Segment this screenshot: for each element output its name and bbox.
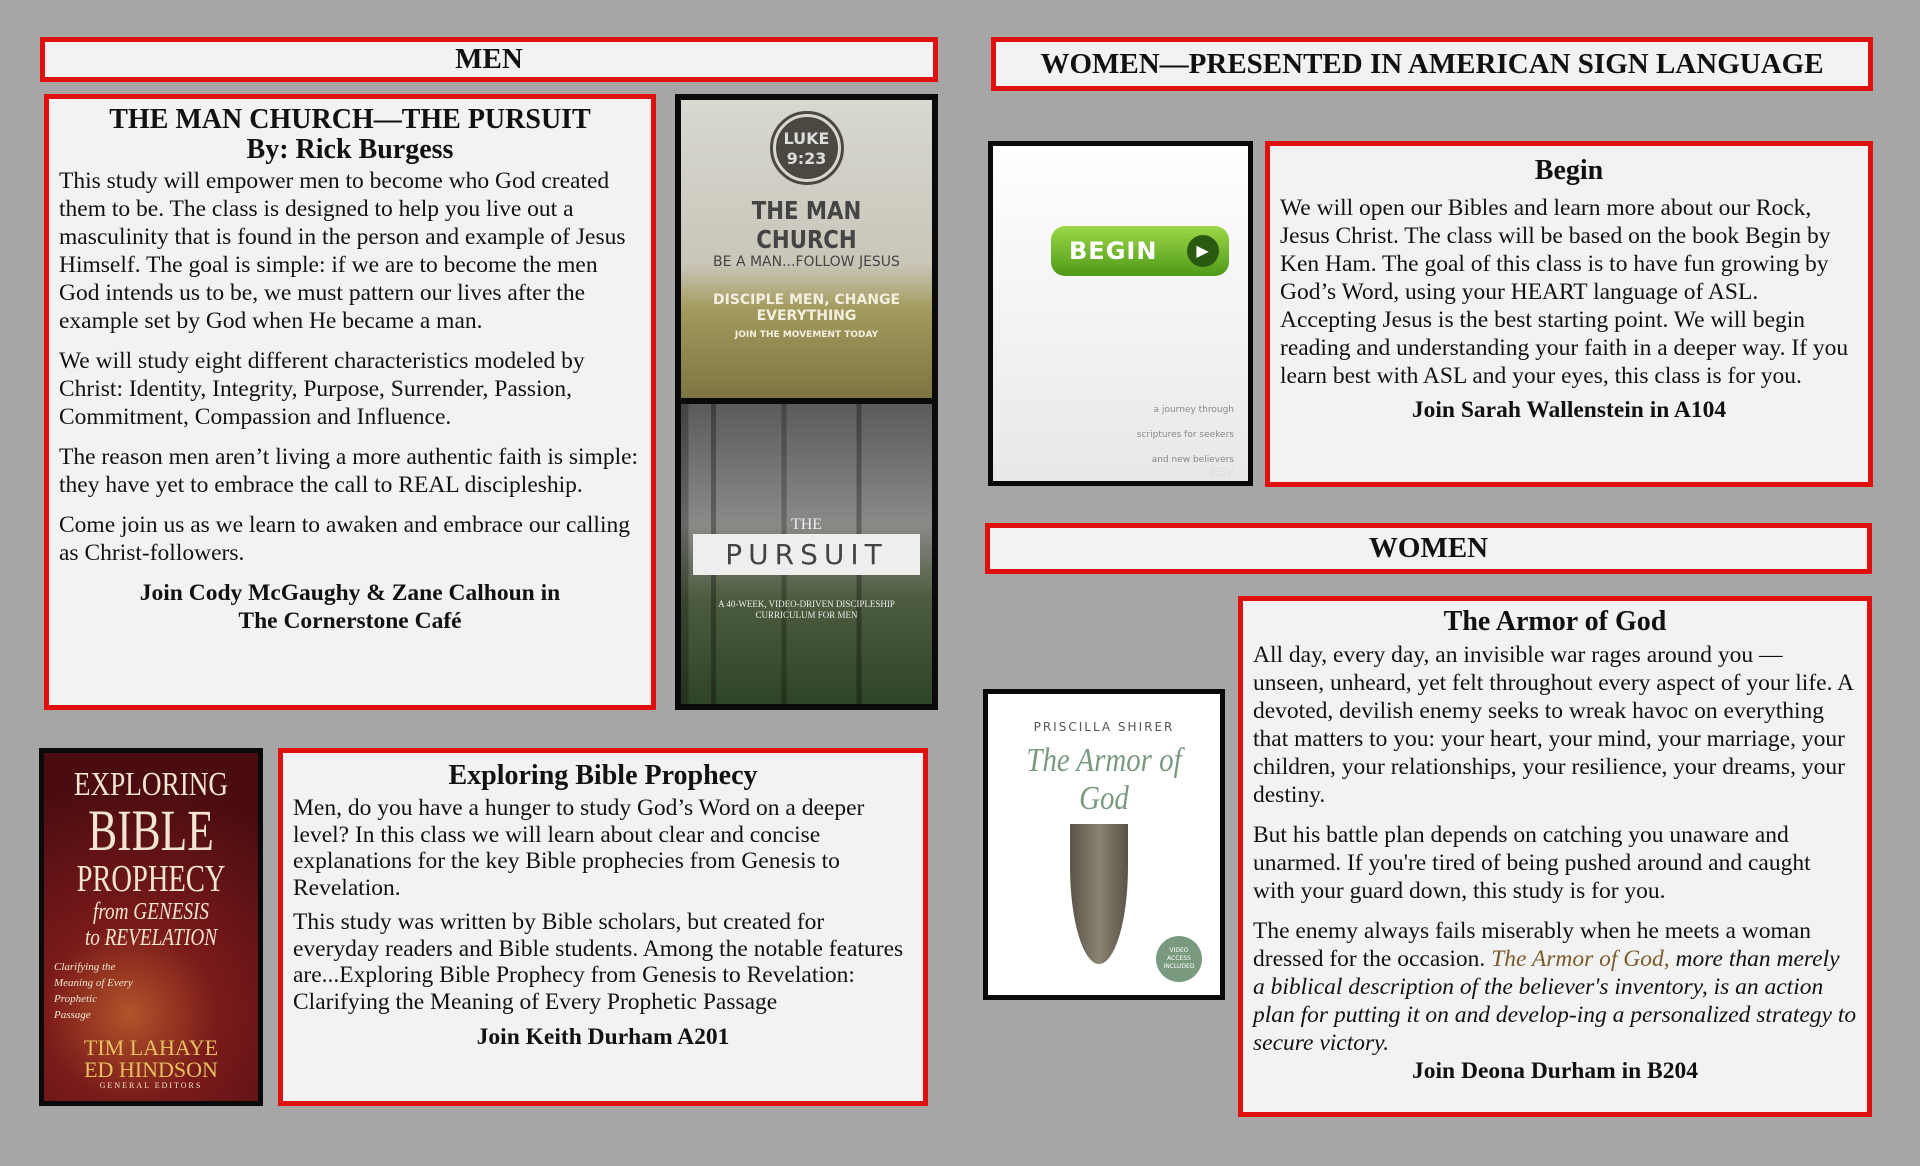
cover-line: to REVELATION: [84, 925, 218, 951]
cover-subtitle: Clarifying the Meaning of Every Prophetic Passage: [54, 961, 133, 1021]
begin-button-graphic: BEGIN ▶: [1051, 226, 1229, 276]
man-church-panel: [44, 94, 656, 710]
paragraph: But his battle plan depends on catching you unaware and unarmed. If you're tired of being pushed around and caught with your guard down, this study is for you.: [1253, 822, 1811, 904]
paragraph: This study will empower men to become who God created them to be. The class is designed to help you live out a masculinity that is found in the person and example of Jesus Himself. The goal is simple: if we are to become the men God intends us to be, we must pattern our lives after the example set by God when He became a man.: [59, 168, 626, 334]
begin-panel: [1265, 141, 1873, 487]
cover-title: THE MAN CHURCH: [751, 196, 862, 254]
cover-line: PROPHECY: [76, 858, 226, 900]
cover-line: from GENESIS: [92, 899, 210, 925]
cover-subtitle: A 40-WEEK, VIDEO-DRIVEN DISCIPLESHIP CURRICULUM FOR MEN: [718, 599, 895, 620]
paragraph: The enemy always fails miserably when he meets a woman dressed for the occasion. The Armor of God, more than merely a biblical description of the believer's inventory, is an action plan for putting it on and develop-ing a personalized strategy to secure victory.: [1253, 918, 1857, 1056]
man-church-author: By: Rick Burgess: [246, 134, 454, 165]
women-header: WOMEN: [985, 523, 1872, 574]
paragraph: We will open our Bibles and learn more about our Rock, Jesus Christ. The class will be based on the book Begin by Ken Ham. The goal of this class is to have fun growing by God’s Word, using your HEART language of ASL. Accepting Jesus is the best starting point. We will begin reading and understanding your faith in a deeper way. If you learn best with ASL and your eyes, this class is for you.: [1280, 195, 1849, 389]
prophecy-panel: [278, 748, 928, 1106]
armor-cover: [983, 689, 1225, 1000]
paragraph: This study was written by Bible scholars, but created for everyday readers and Bible students. Among the notable features are...Exploring Bible Prophecy from Genesis to Revelation: Clarifying the Meaning of Every Prophetic Passage: [293, 909, 904, 1015]
women-asl-header: WOMEN—PRESENTED IN AMERICAN SIGN LANGUAGE: [991, 37, 1873, 91]
paragraph: All day, every day, an invisible war rages around you — unseen, unheard, yet felt throughout every aspect of your life. A devoted, devilish enemy seeks to wreak havoc on everything that matters to you: your heart, your mind, your marriage, your children, your relationships, your resilience, your dreams, your destiny.: [1253, 642, 1853, 808]
armor-panel: [1238, 596, 1872, 1117]
play-icon: ▶: [1187, 235, 1219, 267]
join-line: Join Keith Durham A201: [476, 1024, 730, 1050]
cover-tagline: a journey through scriptures for seekers and new believers: [1136, 405, 1234, 465]
prophecy-cover: [39, 748, 263, 1106]
prophecy-title: Exploring Bible Prophecy: [448, 760, 758, 791]
armor-title: The Armor of God: [1443, 606, 1667, 637]
cover-brand: ESV: [1210, 465, 1234, 479]
video-badge: VIDEO ACCESS INCLUDED: [1156, 936, 1202, 982]
man-church-cover: [681, 100, 932, 398]
join-line: Join Sarah Wallenstein in A104: [1411, 397, 1727, 423]
paragraph: Come join us as we learn to awaken and embrace our calling as Christ-followers.: [59, 512, 630, 566]
begin-cover: [988, 141, 1253, 486]
man-church-title: THE MAN CHURCH—THE PURSUIT: [109, 104, 591, 135]
cover-author: TIM LAHAYE: [83, 1035, 219, 1060]
cover-tagline2: JOIN THE MOVEMENT TODAY: [734, 330, 879, 340]
join-line: Join Deona Durham in B204: [1412, 1058, 1698, 1084]
cover-title: The Armor of God: [1026, 742, 1182, 817]
paragraph: We will study eight different characteristics modeled by Christ: Identity, Integrity, Purpose, Surrender, Passion, Commitment, Compassion and Influence.: [59, 348, 585, 430]
cover-title: PURSUIT: [693, 534, 920, 575]
cover-author: PRISCILLA SHIRER: [1033, 720, 1175, 734]
cover-tagline: DISCIPLE MEN, CHANGE EVERYTHING: [712, 292, 901, 324]
cover-subtitle: BE A MAN...FOLLOW JESUS: [713, 254, 900, 270]
book-title-link: The Armor of God,: [1491, 946, 1670, 972]
man-church-covers: [675, 94, 938, 710]
cover-editors: GENERAL EDITORS: [99, 1081, 203, 1090]
paragraph: Men, do you have a hunger to study God’s Word on a deeper level? In this class we will learn about clear and concise explanations for the key Bible prophecies from Genesis to Revelation.: [293, 795, 865, 901]
begin-title: Begin: [1534, 155, 1604, 186]
cover-line: EXPLORING: [73, 766, 229, 803]
cover-the: THE: [790, 516, 823, 533]
pursuit-cover: [681, 404, 932, 704]
paragraph: The reason men aren’t living a more authentic faith is simple: they have yet to embrace the call to REAL discipleship.: [59, 444, 639, 498]
cover-author: ED HINDSON: [84, 1057, 218, 1082]
men-header: MEN: [40, 37, 938, 82]
cover-line: BIBLE: [88, 798, 214, 863]
luke-badge: LUKE 9:23: [773, 114, 841, 182]
join-line: Join Cody McGaughy & Zane Calhoun in: [139, 580, 561, 606]
shield-icon: [1070, 824, 1128, 964]
join-location: The Cornerstone Café: [238, 608, 462, 634]
